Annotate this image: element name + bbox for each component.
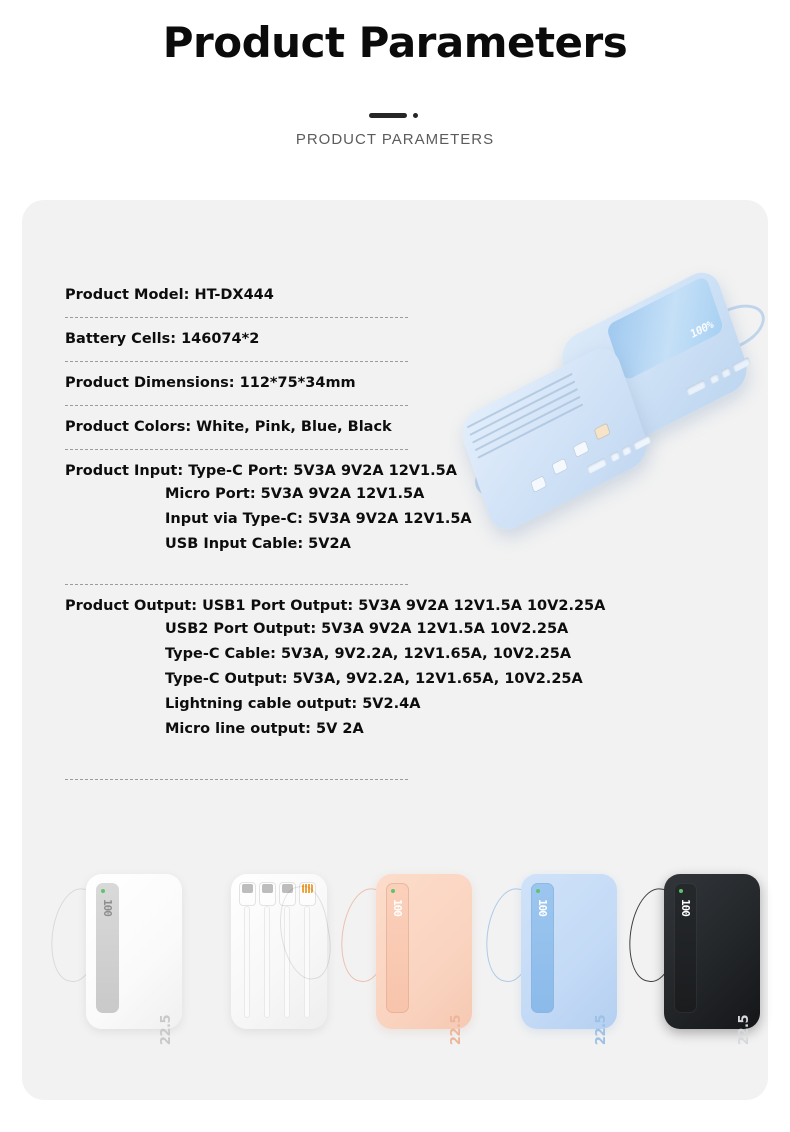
power-bank-screen: [606, 275, 725, 381]
power-bank-body: [86, 874, 182, 1046]
power-bank-screen: [531, 883, 554, 1013]
cable-wire: [244, 906, 250, 1018]
battery-digits: 100: [679, 899, 692, 916]
status-led-icon: [101, 889, 105, 893]
port-group: [686, 357, 753, 402]
battery-digits: 100: [101, 899, 114, 916]
spec-model-line: Product Model: HT-DX444: [65, 287, 274, 303]
hero-product-image: [467, 300, 767, 545]
power-rating-label: 22.5: [449, 1015, 464, 1046]
micro-usb-port-icon: [709, 373, 720, 385]
spacer: [65, 557, 585, 573]
spec-colors-line: Product Colors: White, Pink, Blue, Black: [65, 419, 392, 435]
battery-digits: 100: [536, 899, 549, 916]
cable-wire: [264, 906, 270, 1018]
connector-tip: [262, 884, 273, 893]
variant-blue: [479, 860, 629, 1060]
spec-separator: [65, 779, 408, 780]
usb-a-port-icon: [633, 435, 652, 451]
variant-white: [44, 860, 194, 1060]
spec-row-output: [65, 595, 606, 742]
power-bank-body: [664, 874, 760, 1046]
power-bank-screen: [674, 883, 697, 1013]
micro-usb-connector-icon: [259, 882, 276, 906]
divider-dot-icon: [413, 113, 418, 118]
status-led-icon: [391, 889, 395, 893]
spec-input-sub-line: Input via Type-C: 5V3A 9V2A 12V1.5A: [165, 511, 472, 527]
page-title: Product Parameters: [162, 18, 628, 67]
spacer: [65, 742, 585, 768]
power-bank-body: [521, 874, 617, 1046]
lightning-connector-icon: [572, 440, 589, 458]
power-bank-screen: [386, 883, 409, 1013]
usb-a-port-icon: [686, 379, 706, 396]
power-rating-label: 22.5: [737, 1015, 752, 1046]
color-variant-row: [22, 860, 768, 1080]
page-subtitle: PRODUCT PARAMETERS: [295, 131, 495, 148]
divider-dash-icon: [369, 113, 407, 118]
power-rating-label: 22.5: [159, 1015, 174, 1046]
channel-line: [467, 373, 573, 428]
spec-dimensions-line: Product Dimensions: 112*75*34mm: [65, 375, 356, 391]
spec-separator: [65, 317, 408, 318]
status-led-icon: [536, 889, 540, 893]
usb-a-connector-icon: [594, 422, 611, 440]
spec-output-sub-line: Lightning cable output: 5V2.4A: [165, 696, 421, 712]
variant-white-cable-view: [189, 860, 339, 1060]
type-c-connector-icon: [530, 475, 547, 493]
parameters-panel: [22, 200, 768, 1100]
battery-digits: 100: [391, 899, 404, 916]
spec-output-sub-line: USB2 Port Output: 5V3A 9V2A 12V1.5A 10V2.25A: [165, 621, 569, 637]
usb-a-port-icon: [732, 357, 751, 373]
battery-percent-readout: 100%: [688, 317, 715, 342]
spec-separator: [65, 584, 408, 585]
spec-input-main-line: Product Input: Type-C Port: 5V3A 9V2A 12V1.5A: [65, 463, 457, 479]
spec-battery-line: Battery Cells: 146074*2: [65, 331, 260, 347]
header-divider-ornament: [0, 108, 790, 122]
status-led-icon: [679, 889, 683, 893]
spec-separator: [65, 449, 408, 450]
micro-usb-connector-icon: [551, 457, 568, 475]
type-c-connector-icon: [239, 882, 256, 906]
variant-pink: [334, 860, 484, 1060]
type-c-port-icon: [721, 367, 732, 379]
spec-separator: [65, 405, 408, 406]
power-bank-screen: [96, 883, 119, 1013]
power-bank-body: [376, 874, 472, 1046]
spec-output-sub-line: Type-C Cable: 5V3A, 9V2.2A, 12V1.65A, 10V2.25A: [165, 646, 572, 662]
spec-input-sub-line: Micro Port: 5V3A 9V2A 12V1.5A: [165, 486, 425, 502]
spec-output-main-line: Product Output: USB1 Port Output: 5V3A 9V2A 12V1.5A 10V2.25A: [65, 598, 606, 614]
power-rating-label: 22.5: [594, 1015, 609, 1046]
spec-output-sub-line: Micro line output: 5V 2A: [165, 721, 364, 737]
spec-separator: [65, 361, 408, 362]
connector-tip: [242, 884, 253, 893]
spec-output-sub-line: Type-C Output: 5V3A, 9V2.2A, 12V1.65A, 10V2.25A: [165, 671, 583, 687]
variant-black: [622, 860, 772, 1060]
spec-input-sub-line: USB Input Cable: 5V2A: [165, 536, 351, 552]
page-header: [0, 0, 790, 66]
